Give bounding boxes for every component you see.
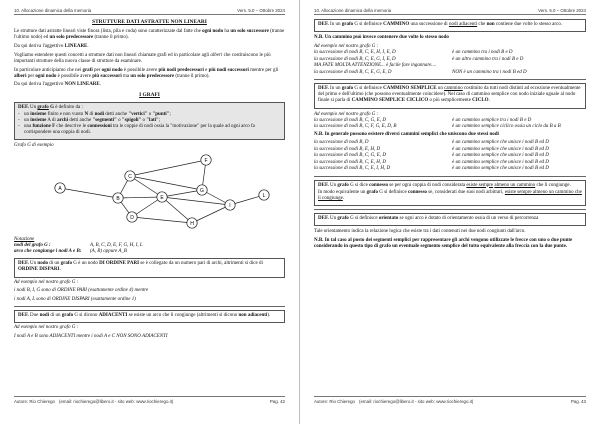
text-run: "spigoli" <box>121 118 142 124</box>
text-run: più successori <box>92 73 122 79</box>
graph-node-label: C <box>128 173 132 180</box>
graph-node-e <box>157 191 167 201</box>
notazione-value: A, B, C, D, E, F, G, H, I, L <box>90 242 143 248</box>
notazione-key: arco che congiunge i nodi A e B: <box>14 249 82 255</box>
text-run: o <box>116 118 122 124</box>
text-run: DEF. <box>318 182 329 188</box>
header-version: Vers. 5.0 – Ottobre 2024 <box>538 8 586 13</box>
text-run: CAMMINO SEMPLICE <box>383 85 437 91</box>
text-run: un <box>24 111 31 117</box>
text-run: alberi <box>14 73 27 79</box>
text-run: grafo <box>61 313 74 319</box>
text-run: connessioni <box>87 124 112 130</box>
example-graph <box>14 143 285 235</box>
text-run: di <box>88 111 95 117</box>
text-run: NON LINEARE <box>64 82 100 88</box>
graph-node-g <box>197 184 207 194</box>
text-run: ogni nodo <box>101 67 123 73</box>
graph-caption: Grafo G di esempio <box>14 142 54 148</box>
text-run: DEF. <box>318 216 329 222</box>
text-run: DEF. <box>18 104 29 110</box>
text-run: funzione F <box>32 124 56 130</box>
text-run: DEF. <box>18 313 29 319</box>
text-run: G si dice <box>348 182 370 188</box>
notazione-list <box>14 243 285 255</box>
edge-e-g <box>162 190 202 197</box>
text-run: Un <box>328 182 338 188</box>
edge-h-d <box>132 217 192 223</box>
text-run: ha <box>223 29 231 34</box>
text-run: un <box>24 118 31 124</box>
text-run: "segmenti" <box>92 118 117 124</box>
graph-nodes <box>55 154 269 227</box>
text-run: nodo <box>37 261 48 267</box>
text-run: che costituiscono le più importanti strutture della nuova classe di strutture da esaminare. <box>14 52 271 64</box>
definition-orientato <box>314 213 586 226</box>
text-run: esiste sempre almeno un cammino che li congiunge <box>318 189 582 201</box>
definition-connesso <box>314 180 586 207</box>
author-contact: (email: riochierego@libero.it - sito web: www.riochierego.it) <box>59 399 174 404</box>
example-result: è un cammino semplice che unisce i nodi B ed D <box>452 140 549 146</box>
example-result: NON è un cammino tra i nodi B ed D <box>452 69 527 75</box>
text-run: un solo predecessore <box>49 35 94 41</box>
divider <box>314 209 586 210</box>
text-run: G si definisce <box>378 189 408 195</box>
graph-node-c <box>125 170 135 180</box>
example-result: è un cammino semplice che unisce i nodi B ed D <box>452 159 549 165</box>
graph-node-label: F <box>204 157 208 164</box>
text-run: Un <box>28 261 38 267</box>
footer-author <box>314 399 473 404</box>
text-run: . <box>59 267 61 273</box>
text-run: G si definisce <box>353 85 384 91</box>
orientato-paragraph: Tale orientamento indica la relazione logica che esiste tra i dati contenuti nei due nodi congiunti dall'arco. <box>314 229 526 235</box>
graph-node-label: B <box>116 195 120 202</box>
definition-connesso-extra <box>318 190 582 202</box>
example-result: è un cammino semplice tra i nodi B e D <box>452 117 532 123</box>
text-run: costituito da tutti nodi distinti ad eccezione eventualmente del primo e dell'ultimo (che possono eventualmente coincidere). Nel caso di cammino semplice con nodo iniziale uguale al nodo finale si parla di <box>318 85 581 104</box>
text-run: o più semplicemente <box>428 98 473 104</box>
example-result: è un cammino tra i nodi B e D <box>452 50 513 56</box>
divider <box>314 79 586 80</box>
graph-node-label: I <box>229 202 231 209</box>
header-version: Vers. 5.0 – Ottobre 2024 <box>237 8 285 13</box>
text-run: di un <box>47 261 61 267</box>
text-run: DEF. <box>318 22 329 27</box>
graph-node-l <box>259 189 269 199</box>
paragraph <box>14 68 285 80</box>
paragraph <box>14 29 285 41</box>
text-run: G <box>50 104 54 110</box>
example-sequence: la successione di nodi B, C, E, G, E, D <box>314 69 392 75</box>
example-line: i nodi B, I, G sono di ORDINE PARI (esattamente ordine 4) mentre <box>14 288 149 294</box>
footer-author <box>14 399 173 404</box>
notazione-value: (A, B) oppure A_B <box>90 249 127 255</box>
section-title: STRUTTURE DATI ASTRATTE NON LINEARI <box>92 19 207 25</box>
text-run: tra le coppie di nodi ossia la "motivazione" per la quale ad ogni arco fa corrispondere una coppia di nodi. <box>24 124 255 136</box>
graph-node-label: D <box>130 214 134 221</box>
text-run: (tranne l'ultimo nodo) ed <box>14 29 285 41</box>
text-run: di un <box>49 313 62 319</box>
cammino-examples <box>314 44 586 76</box>
text-run: ; <box>158 118 161 124</box>
text-run: . <box>87 43 89 49</box>
header-title: 10. Allocazione dinamica della memoria <box>14 8 92 13</box>
text-run: non <box>486 22 495 27</box>
ordine-pari-examples <box>14 280 285 304</box>
text-run: che <box>477 22 487 27</box>
text-run: In un <box>328 85 342 91</box>
nb-cammino: N.B. Un cammino può invece contenere due volte lo stesso nodo <box>314 35 449 41</box>
text-run: un <box>436 85 445 91</box>
text-run: Un <box>328 216 338 222</box>
text-run: Da qui deriva l'aggettivo <box>14 43 65 49</box>
text-run: . <box>342 195 345 201</box>
text-run: Un <box>28 104 38 110</box>
text-run: ogni nodo <box>202 29 224 34</box>
text-run: un solo successore <box>230 29 269 34</box>
author-name: Autore: Rio Chierego <box>14 399 56 404</box>
example-sequence: Ad esempio nel nostro grafo G : <box>314 43 379 49</box>
text-run: che descrive le <box>55 124 88 130</box>
text-run: G si dicono <box>73 313 99 319</box>
graph-node-h <box>187 217 197 227</box>
text-run: In un <box>328 22 342 27</box>
text-run: cammino <box>444 85 463 91</box>
example-line: Ad esempio nel nostro grafo G : <box>14 325 79 331</box>
edge-a-b <box>60 188 118 198</box>
text-run: detti anche <box>68 118 93 124</box>
text-run: o <box>141 118 147 124</box>
paragraph <box>14 82 285 88</box>
text-run: ma <box>121 73 131 79</box>
text-run: (tranne il primo). <box>93 35 129 41</box>
definition-connesso-text <box>318 183 582 189</box>
text-run: che li congiunge. <box>535 182 571 188</box>
text-run: una <box>24 124 33 130</box>
text-run: A di <box>46 118 58 124</box>
header-title: 10. Allocazione dinamica della memoria <box>314 8 392 13</box>
definition-grafo <box>14 102 285 140</box>
text-run: In particolare anticipiamo che nei <box>14 67 83 73</box>
graph-node-i <box>225 199 235 209</box>
text-run: archi <box>57 118 69 124</box>
text-run: "punti" <box>152 111 170 117</box>
orientato-nb: N.B. In tal caso al posto dei segmenti semplici per rappresentare gli archi vengono utilizzate le frecce con uno o due punte considerando in questo tipo di grafo un eventuale segmento semplice del tutto equivalente alla freccia con la due punte. <box>314 238 573 250</box>
text-run: ORDINE DISPARI <box>18 267 60 273</box>
definition-ordine-pari-text <box>18 261 281 273</box>
page-number: Pag. 43 <box>570 399 586 404</box>
page-header <box>314 8 586 15</box>
text-run: per <box>92 67 102 73</box>
text-run: connesso <box>369 182 388 188</box>
definition-grafo-lead <box>18 105 281 111</box>
definition-cammino <box>314 19 586 32</box>
nb-diversi: N.B. In generale possono esistere diversi cammini semplici che uniscono due stessi nodi <box>314 131 499 137</box>
text-run: una successione di <box>409 22 449 27</box>
edge-h-i <box>192 205 230 223</box>
text-run: alberi <box>210 52 223 58</box>
text-run: ADIACENTI <box>98 313 128 319</box>
paragraph <box>14 44 285 50</box>
graph-svg <box>22 145 272 235</box>
example-sequence: la successione di nodi B, C, E, H, D <box>314 159 386 165</box>
text-run: G si definisce <box>353 22 384 27</box>
text-run: Due <box>28 313 40 319</box>
text-run: grafo <box>341 85 354 91</box>
example-row <box>314 70 586 76</box>
graph-node-d <box>127 211 137 221</box>
edge-e-h <box>162 197 192 223</box>
text-run: N <box>84 111 89 117</box>
example-sequence: la successione di nodi B, E, H, D <box>314 146 381 152</box>
example-result: è un cammino semplice che unisce i nodi B ed D <box>452 146 549 152</box>
text-run: CAMMINO SEMPLICE CICLICO <box>351 98 429 104</box>
example-row <box>314 124 586 130</box>
text-run: se esiste un arco che li congiunge (altrimenti si dicono <box>127 313 239 319</box>
text-run: Vogliamo estendere questi concetti a strutture dati non lineari chiamate grafi ed in particolare agli <box>14 52 211 58</box>
adiacenti-examples <box>14 325 285 340</box>
text-run: contiene due volte lo stesso arco. <box>494 22 562 27</box>
text-run: grafo <box>60 261 73 267</box>
text-run: "lati" <box>146 118 159 124</box>
example-sequence: Ad esempio nel nostro grafo G : <box>314 111 379 117</box>
example-sequence: la successione di nodi B, C, G, E, D <box>314 153 386 159</box>
text-run: DI ORDINE PARI <box>99 261 140 267</box>
bullet-dash-icon: - <box>18 118 20 124</box>
example-sequence: la successione di nodi B, C, E, I, H, D <box>314 166 391 172</box>
example-sequence: la successione di nodi B, C, G, E, D <box>314 117 386 123</box>
text-run: ). <box>267 313 271 319</box>
text-run: DEF. <box>318 85 329 91</box>
text-run: nodi adiacenti <box>448 22 478 27</box>
example-sequence: la successione di nodi B, C, F, G, E, D, B <box>314 124 397 130</box>
text-run: . <box>99 82 102 88</box>
example-line: Ad esempio nel nostro grafo G : <box>14 279 79 285</box>
graph-node-a <box>55 182 65 192</box>
text-run: per <box>26 73 36 79</box>
text-run: se è collegato da un numero pari di archi, altrimenti si dice di <box>139 261 263 267</box>
text-run: non adiacenti <box>238 313 268 319</box>
text-run: CAMMINO <box>383 22 410 27</box>
text-run: grafo <box>337 216 349 222</box>
page-footer <box>314 396 586 404</box>
text-run: grafo <box>341 22 354 27</box>
text-run: grafo <box>337 182 349 188</box>
text-run: Da qui deriva l'aggettivo <box>14 82 65 88</box>
bullet-dash-icon: - <box>18 111 20 117</box>
graph-node-label: A <box>58 185 62 192</box>
text-run: finito e non vuoto <box>46 111 85 117</box>
notazione-key: nodi del grafo G : <box>14 242 51 248</box>
text-run: mentre per gli <box>248 67 279 73</box>
text-run: In modo equivalente un <box>318 189 367 195</box>
text-run: LINEARE <box>64 43 88 49</box>
page-number: Pag. 42 <box>269 399 285 404</box>
text-run: G si definisce <box>348 216 379 222</box>
graph-node-label: G <box>200 187 204 194</box>
graph-node-b <box>113 192 123 202</box>
example-sequence: la successione di nodi B, C, E, H, I, E, D <box>314 50 396 56</box>
text-run: Le strutture dati astratte lineari viste finora (lista, pila e coda) sono caratterizzate dal fatte che <box>14 29 203 34</box>
text-run: insieme <box>30 118 47 124</box>
edge-b-e <box>118 197 162 198</box>
example-result: è un cammino semplice che unisce i nodi B ed D <box>452 153 549 159</box>
author-contact: (email: riochierego@libero.it - sito web: www.riochierego.it) <box>359 399 474 404</box>
page-header <box>14 8 285 15</box>
definition-adiacenti-text <box>18 313 281 319</box>
edge-c-f <box>130 160 206 176</box>
example-sequence: MA FATE MOLTA ATTENZIONE... è facile fare ingannare.... <box>314 63 437 69</box>
text-run: più nodi successori <box>208 67 249 73</box>
divider <box>314 176 586 177</box>
definition-cammino-semplice <box>314 83 586 109</box>
text-run: orientato <box>378 216 399 222</box>
definition-ordine-pari <box>14 258 285 277</box>
text-run: nodi <box>94 111 105 117</box>
definition-adiacenti <box>14 310 285 323</box>
text-run: detti anche <box>104 111 129 117</box>
example-sequence: la successione di nodi B, D <box>314 140 369 146</box>
text-run: o <box>147 111 153 117</box>
text-run: grafo <box>37 104 49 110</box>
definition-semplice-text <box>318 86 582 105</box>
text-run: ; <box>169 111 171 117</box>
example-result: è un cammino semplice che unisce i nodi B ed D <box>452 166 549 172</box>
page-footer <box>14 396 285 404</box>
grafi-title: I GRAFI <box>139 91 160 98</box>
bullet-text <box>24 124 281 136</box>
text-run: grafi <box>82 67 93 73</box>
text-run: almeno un cammino <box>494 182 536 188</box>
definition-orientato-text <box>318 216 582 222</box>
notazione-title: Notazione <box>14 236 35 242</box>
example-sequence: la successione di nodi B, C, E, G, I, E, D <box>314 56 396 62</box>
example-result: è un cammino semplice ciclico ossia un ciclo da B a B <box>452 124 561 130</box>
example-result: è un altro cammino tra i nodi B e D <box>452 56 524 62</box>
text-run: se ogni arco è dotato di orientamento ossia di un verso di percorrenza <box>398 216 539 222</box>
example-row <box>314 166 586 172</box>
text-run: nodi <box>39 313 50 319</box>
text-run: grafo <box>366 189 378 195</box>
semplice-examples <box>314 112 586 131</box>
bullet-dash-icon: - <box>18 124 20 130</box>
graph-node-label: E <box>160 194 164 201</box>
text-run: CICLO <box>472 98 489 104</box>
text-run: è possibile avere <box>56 73 93 79</box>
text-run: "vertici" <box>128 111 148 117</box>
definition-cammino-text <box>318 22 582 28</box>
intro-paragraphs <box>14 29 285 89</box>
text-run: se, considerati due suoi nodi arbitrari, <box>426 189 505 195</box>
text-run: ogni nodo <box>35 73 57 79</box>
diversi-examples <box>314 140 586 172</box>
text-run: G è un nodo <box>72 261 100 267</box>
bullet-item <box>18 124 281 136</box>
text-run: esiste sempre <box>466 182 494 188</box>
text-run: è possibile avere <box>122 67 159 73</box>
graph-node-f <box>201 154 211 164</box>
text-run: (tranne il primo). <box>174 73 210 79</box>
text-run: DEF. <box>18 261 29 267</box>
edge-e-i <box>162 197 230 205</box>
page-right <box>300 0 600 424</box>
example-line: I nodi A e B sono ADIACENTI mentre i nodi A e C NON SONO ADIACENTI <box>14 334 168 340</box>
text-run: un solo predecessore <box>130 73 175 79</box>
definition-grafo-bullets <box>18 112 281 137</box>
text-run: se per ogni coppia di nodi considerata <box>388 182 467 188</box>
graph-node-label: L <box>262 192 266 199</box>
text-run: e <box>203 67 209 73</box>
text-run: insieme <box>30 111 47 117</box>
graph-node-label: H <box>190 220 194 227</box>
paragraph <box>14 53 285 65</box>
text-run: connesso <box>408 189 427 195</box>
text-run: . <box>488 98 490 104</box>
text-run: più nodi predecessori <box>158 67 204 73</box>
example-line: i nodi A, L sono di ORDINE DISPARI (esattamente ordine 1) <box>14 297 136 303</box>
text-run: è definito da : <box>53 104 83 110</box>
notazione-row <box>14 249 285 255</box>
divider <box>14 306 285 307</box>
author-name: Autore: Rio Chierego <box>314 399 356 404</box>
